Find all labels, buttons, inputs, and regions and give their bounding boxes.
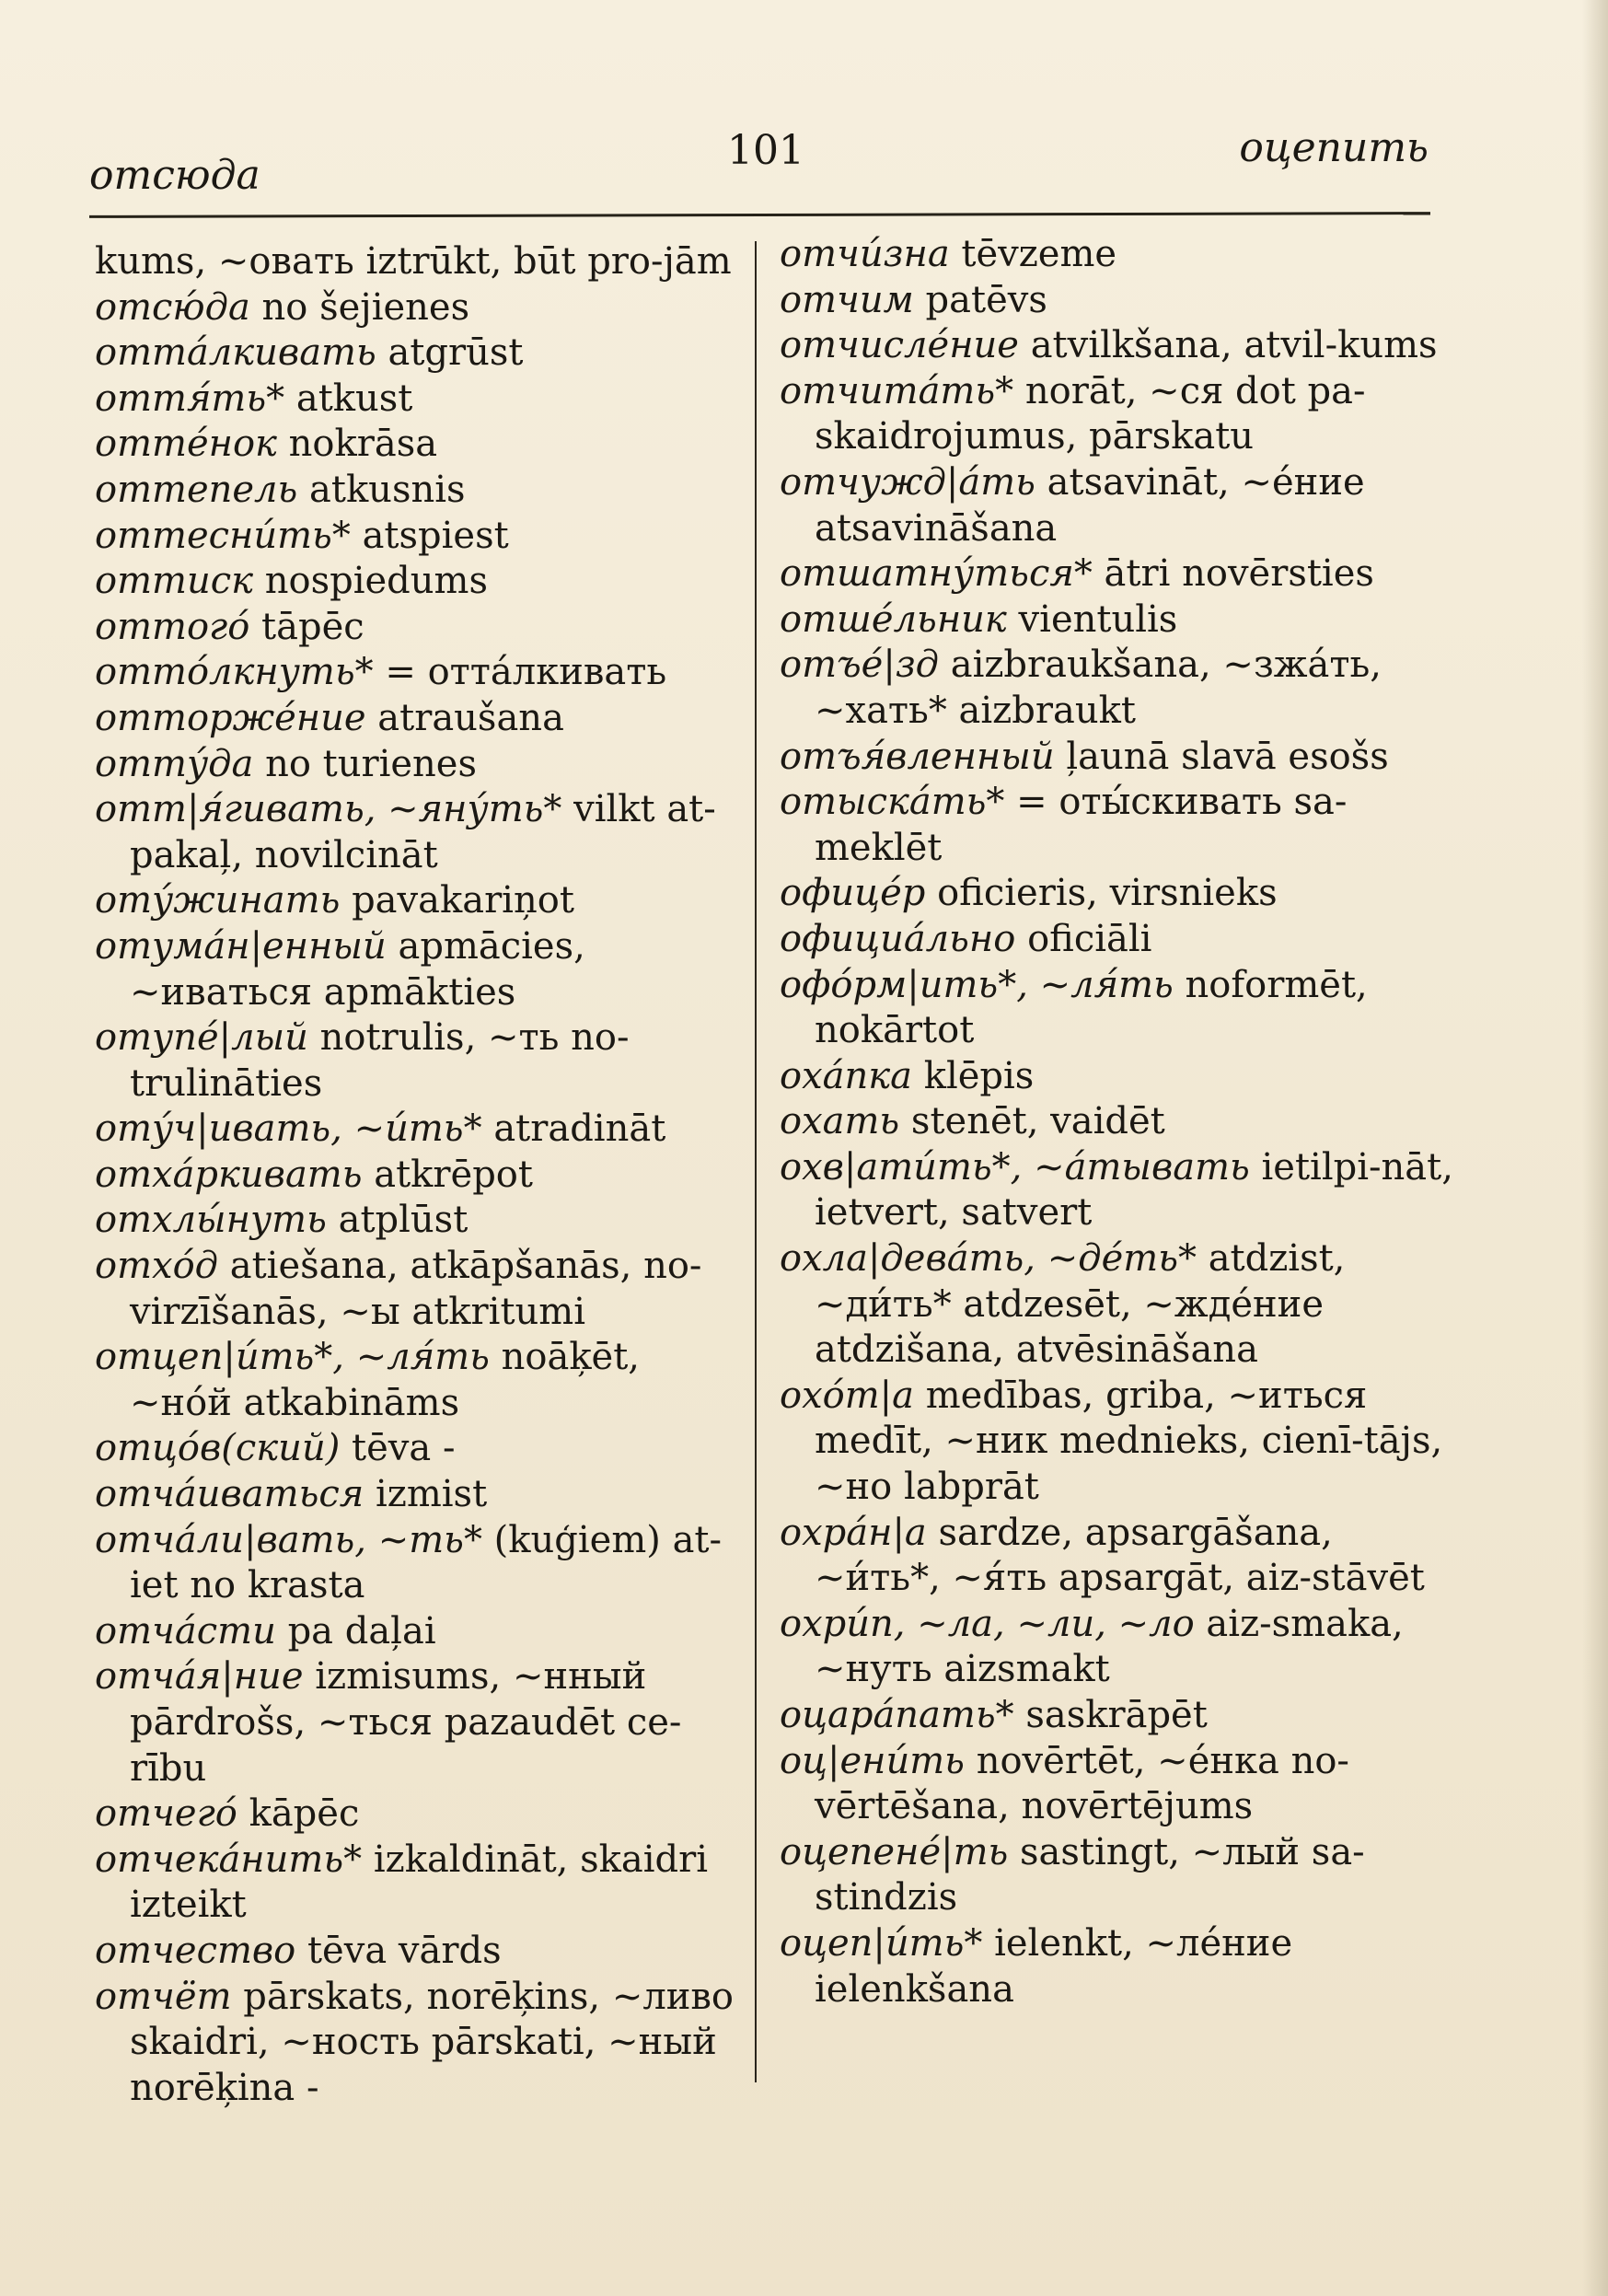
dictionary-entry xyxy=(780,597,1461,644)
dictionary-entry xyxy=(95,1929,750,1975)
dictionary-entry xyxy=(780,871,1461,917)
entry-headword: отто́лкнуть* xyxy=(95,651,374,694)
entry-definition: sastingt, ~лый sa-stindzis xyxy=(815,1830,1365,1919)
entry-definition: atvilkšana, atvil-kums xyxy=(1030,324,1438,367)
entry-headword: оттиск xyxy=(95,560,253,603)
entry-headword: отчим xyxy=(780,278,914,321)
header-rule xyxy=(89,212,1430,218)
entry-definition: ātri novērsties xyxy=(1104,552,1374,596)
entry-definition: tēva - xyxy=(352,1427,456,1470)
entry-headword: оттепель xyxy=(95,468,298,511)
entry-headword: охри́п, ~ла, ~ли, ~ло xyxy=(780,1602,1195,1645)
entry-definition: izmist xyxy=(375,1473,488,1516)
entry-headword: оц|ени́ть xyxy=(780,1739,965,1782)
entry-definition: vilkt at-pakaļ, novilcināt xyxy=(130,788,716,876)
column-divider xyxy=(755,241,757,2082)
dictionary-entry xyxy=(95,605,750,651)
entry-headword: отча́иваться xyxy=(95,1473,364,1516)
entry-definition: atiešana, atkāpšanās, no-virzīšanās, ~ы atkritumi xyxy=(130,1245,702,1333)
entry-definition: izkaldināt, skaidri izteikt xyxy=(130,1838,709,1927)
dictionary-entry xyxy=(95,742,750,788)
entry-definition: noformēt, nokārtot xyxy=(815,963,1368,1052)
dictionary-entry xyxy=(95,1426,750,1472)
dictionary-entry xyxy=(95,330,750,377)
entry-headword: отцеп|и́ть*, ~ля́ть xyxy=(95,1336,490,1379)
dictionary-entry xyxy=(780,1739,1461,1830)
entry-headword: оттесни́ть* xyxy=(95,514,351,557)
entry-definition: atspiest xyxy=(362,514,509,557)
entry-definition: atgrūst xyxy=(388,331,524,375)
entry-definition: oficiāli xyxy=(1027,917,1152,960)
dictionary-entry xyxy=(95,1107,750,1153)
dictionary-entry xyxy=(780,323,1461,369)
dictionary-entry xyxy=(780,780,1461,871)
entry-headword: отчи́зна xyxy=(780,233,950,275)
dictionary-entry xyxy=(780,1145,1461,1236)
entry-headword: охра́н|а xyxy=(780,1511,927,1554)
header-left-word: отсюда xyxy=(89,152,260,199)
dictionary-entry xyxy=(780,1830,1461,1921)
entry-definition: klēpis xyxy=(923,1054,1035,1097)
entry-headword: оттого́ xyxy=(95,605,250,648)
entry-headword: оту́ч|ивать, ~и́ть* xyxy=(95,1107,482,1151)
dictionary-entry xyxy=(780,1511,1461,1602)
entry-definition: atkust xyxy=(295,377,413,420)
entry-headword: оцепене́|ть xyxy=(780,1830,1009,1873)
entry-headword: отчека́нить* xyxy=(95,1838,363,1881)
entry-definition: saskrāpēt xyxy=(1025,1694,1208,1736)
dictionary-entry xyxy=(780,1921,1461,2012)
entry-headword: оцара́пать* xyxy=(780,1694,1014,1736)
entry-headword: оха́пка xyxy=(780,1054,912,1097)
entry-definition: atplūst xyxy=(338,1199,469,1242)
entry-headword: отта́лкивать xyxy=(95,331,376,375)
dictionary-entry xyxy=(95,285,750,331)
entry-definition: tāpēc xyxy=(261,605,364,648)
entry-definition: aiz-smaka, ~нуть aizsmakt xyxy=(815,1602,1404,1691)
entry-definition: ielenkt, ~ле́ние ielenkšana xyxy=(815,1921,1293,2011)
dictionary-entry xyxy=(780,278,1461,324)
entry-definition: atraušana xyxy=(377,696,564,739)
dictionary-entry xyxy=(780,1602,1461,1693)
header-right-word: оцепить xyxy=(1239,124,1429,171)
dictionary-entry xyxy=(780,460,1461,551)
dictionary-entry xyxy=(780,1099,1461,1145)
dictionary-entry xyxy=(95,377,750,423)
dictionary-entry xyxy=(95,650,750,696)
entry-definition: stenēt, vaidēt xyxy=(910,1100,1165,1143)
entry-headword: офо́рм|ить*, ~ля́ть xyxy=(780,963,1174,1006)
entry-definition: atradināt xyxy=(493,1107,666,1151)
entry-headword: отхлы́нуть xyxy=(95,1199,327,1242)
entry-headword: отхо́д xyxy=(95,1245,219,1288)
dictionary-entry xyxy=(780,917,1461,963)
dictionary-entry xyxy=(95,468,750,514)
dictionary-entry xyxy=(95,1792,750,1838)
entry-definition: izmisums, ~нный pārdrošs, ~ться pazaudēt ce-rību xyxy=(130,1655,682,1790)
dictionary-entry xyxy=(95,787,750,878)
entry-headword: официа́льно xyxy=(780,917,1016,960)
entry-definition: notrulis, ~ть no-trulināties xyxy=(130,1016,630,1105)
dictionary-entry xyxy=(95,1838,750,1929)
dictionary-entry xyxy=(95,696,750,742)
entry-definition: kāpēc xyxy=(249,1792,360,1836)
entry-definition: norāt, ~ся dot pa-skaidrojumus, pārskatu xyxy=(815,369,1366,458)
entry-headword: отча́сти xyxy=(95,1609,276,1652)
entry-headword: охо́т|а xyxy=(780,1374,914,1417)
entry-headword: отте́нок xyxy=(95,423,277,466)
dictionary-entry xyxy=(95,1518,750,1609)
entry-definition: = оты́скивать sa-meklēt xyxy=(815,781,1348,869)
entry-definition: atdzist, ~ди́ть* atdzesēt, ~жде́ние atdzišana, atvēsināšana xyxy=(815,1237,1346,1372)
entry-headword: отторже́ние xyxy=(95,696,366,739)
entry-definition: aizbraukšana, ~зжа́ть, ~хать* aizbraukt xyxy=(815,644,1382,732)
entry-definition: no šejienes xyxy=(261,285,470,329)
entry-headword: охать xyxy=(780,1100,900,1143)
entry-definition: novērtēt, ~е́нка no-vērtēšana, novērtējums xyxy=(815,1739,1349,1828)
entry-definition: sardze, apsargāšana, ~и́ть*, ~я́ть apsargāt, aiz-stāvēt xyxy=(815,1511,1425,1600)
entry-headword: отчита́ть* xyxy=(780,369,1014,412)
entry-definition: pārskats, norēķins, ~ливо skaidri, ~ность pārskati, ~ный norēķina - xyxy=(130,1975,735,2109)
entry-definition: ļaunā slavā esošs xyxy=(1066,735,1389,778)
entry-definition: atkrēpot xyxy=(374,1153,533,1196)
dictionary-entry xyxy=(95,514,750,560)
dictionary-entry xyxy=(780,369,1461,460)
dictionary-entry xyxy=(95,878,750,924)
dictionary-entry xyxy=(780,1374,1461,1511)
entry-definition: = отта́лкивать xyxy=(385,651,667,694)
entry-headword: отчество xyxy=(95,1929,296,1972)
entry-definition: patēvs xyxy=(925,278,1047,321)
left-column xyxy=(95,239,750,2111)
entry-headword: отсю́да xyxy=(95,285,250,329)
entry-definition: no turienes xyxy=(265,742,478,785)
dictionary-entry xyxy=(780,232,1461,278)
dictionary-entry xyxy=(780,1236,1461,1374)
entry-headword: оцеп|и́ть* xyxy=(780,1921,983,1965)
entry-headword: охв|ати́ть*, ~а́тывать xyxy=(780,1145,1250,1189)
dictionary-entry xyxy=(95,1198,750,1244)
entry-headword: отчёт xyxy=(95,1975,232,2018)
dictionary-entry xyxy=(95,1609,750,1655)
dictionary-entry xyxy=(95,1654,750,1792)
entry-definition: vientulis xyxy=(1018,597,1178,641)
entry-definition: nospiedums xyxy=(264,560,488,603)
entry-definition: tēva vārds xyxy=(307,1929,502,1972)
entry-headword: охла|дева́ть, ~де́ть* xyxy=(780,1237,1197,1281)
entry-headword: отыска́ть* xyxy=(780,781,1005,824)
entry-headword: отт|я́гивать, ~яну́ть* xyxy=(95,788,562,831)
entry-definition: kums, ~овать iztrūkt, būt pro-jām xyxy=(95,240,732,283)
entry-definition: (kuģiem) at-iet no krasta xyxy=(130,1518,723,1607)
dictionary-entry xyxy=(95,239,750,285)
entry-headword: отшатну́ться* xyxy=(780,552,1093,596)
entry-definition: medības, griba, ~иться medīt, ~ник mednieks, cienī-tājs, ~но labprāt xyxy=(815,1374,1443,1509)
dictionary-entry xyxy=(95,422,750,468)
dictionary-entry xyxy=(95,1244,750,1335)
dictionary-entry xyxy=(780,1693,1461,1739)
dictionary-entry xyxy=(780,551,1461,597)
entry-headword: отше́льник xyxy=(780,597,1007,641)
entry-headword: отчисле́ние xyxy=(780,324,1019,367)
entry-headword: отъя́вленный xyxy=(780,735,1055,778)
entry-headword: отха́ркивать xyxy=(95,1153,363,1196)
entry-definition: nokrāsa xyxy=(288,423,438,466)
entry-headword: отту́да xyxy=(95,742,254,785)
page-edge-shadow xyxy=(1582,0,1608,2296)
entry-headword: оття́ть* xyxy=(95,377,285,420)
entry-definition: ietilpi-nāt, ietvert, satvert xyxy=(815,1145,1453,1235)
entry-definition: atkusnis xyxy=(309,468,466,511)
entry-headword: отупе́|лый xyxy=(95,1016,308,1060)
entry-definition: apmācies, ~иваться apmākties xyxy=(130,924,585,1014)
entry-headword: отчего́ xyxy=(95,1792,237,1836)
entry-definition: tēvzeme xyxy=(961,233,1117,275)
right-column xyxy=(780,232,1461,2012)
dictionary-entry xyxy=(780,963,1461,1054)
entry-definition: oficieris, virsnieks xyxy=(937,872,1278,915)
dictionary-entry xyxy=(95,1975,750,2112)
entry-headword: офице́р xyxy=(780,872,926,915)
dictionary-entry xyxy=(780,735,1461,781)
entry-definition: pa daļai xyxy=(287,1609,436,1652)
entry-definition: atsavināt, ~е́ние atsavināšana xyxy=(815,460,1365,550)
dictionary-entry xyxy=(95,559,750,605)
dictionary-entry xyxy=(95,1335,750,1426)
dictionary-entry xyxy=(780,643,1461,734)
entry-headword: отчужд|а́ть xyxy=(780,460,1035,504)
dictionary-entry xyxy=(95,1015,750,1107)
entry-headword: оту́жинать xyxy=(95,879,341,922)
entry-definition: noāķēt, ~но́й atkabināms xyxy=(130,1336,641,1424)
page-number: 101 xyxy=(727,127,804,174)
dictionary-entry xyxy=(95,1472,750,1518)
dictionary-entry xyxy=(780,1054,1461,1100)
dictionary-entry xyxy=(95,1153,750,1199)
entry-headword: отча́я|ние xyxy=(95,1655,304,1699)
entry-definition: pavakariņot xyxy=(352,879,574,922)
entry-headword: отча́ли|вать, ~ть* xyxy=(95,1518,482,1561)
dictionary-entry xyxy=(95,924,750,1015)
entry-headword: отума́н|енный xyxy=(95,924,387,968)
entry-headword: отъе́|зд xyxy=(780,644,939,687)
entry-headword: отцо́в(ский) xyxy=(95,1427,341,1470)
